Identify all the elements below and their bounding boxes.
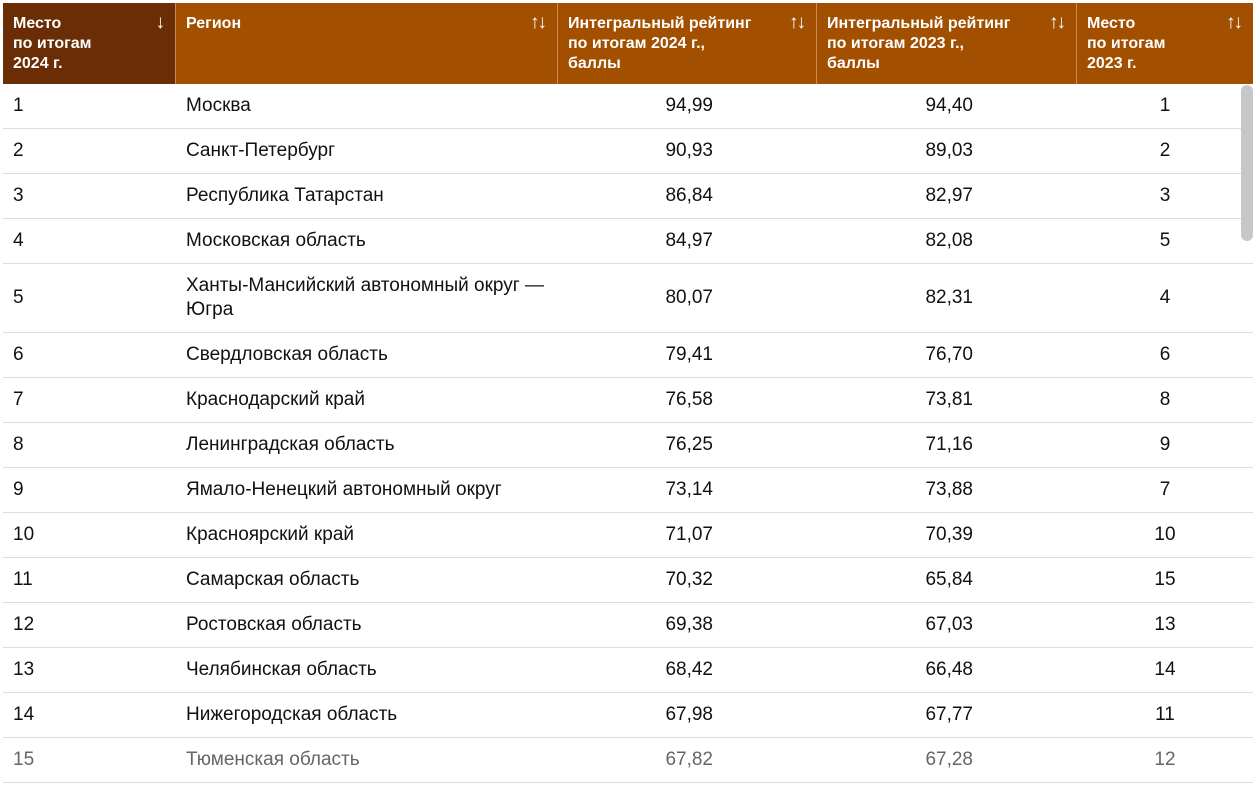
place-2023-cell: 12 (1154, 749, 1176, 770)
table-row (3, 603, 1253, 648)
score-2023-cell: 73,88 (925, 479, 973, 500)
place-2024-cell: 2 (13, 140, 24, 161)
table-body[interactable] (3, 84, 1253, 787)
place-2024-cell: 14 (13, 704, 35, 725)
region-cell: Самарская область (186, 569, 360, 590)
place-2024-cell: 6 (13, 344, 24, 365)
place-2024-cell: 9 (13, 479, 24, 500)
score-2024-cell: 76,25 (665, 434, 713, 455)
score-2024-cell: 79,41 (665, 344, 713, 365)
column-header-label: Регион (186, 15, 242, 32)
column-header-label: Место по итогам 2024 г. (13, 15, 92, 72)
region-cell: Ленинградская область (186, 434, 395, 455)
place-2023-cell: 14 (1154, 659, 1176, 680)
table-row (3, 378, 1253, 423)
place-2023-cell: 5 (1159, 230, 1171, 251)
place-2024-cell: 3 (13, 185, 24, 206)
region-cell: Республика Татарстан (186, 185, 384, 206)
table-row (3, 513, 1253, 558)
score-2024-cell: 67,98 (665, 704, 713, 725)
column-header-label: Место по итогам 2023 г. (1087, 15, 1166, 72)
sort-icon[interactable]: ↑↓ (1226, 12, 1241, 33)
region-cell: Ямало-Ненецкий автономный округ (186, 479, 502, 500)
place-2024-cell: 12 (13, 614, 35, 635)
place-2024-cell: 15 (13, 749, 35, 770)
place-2023-cell: 8 (1159, 389, 1171, 410)
table-row (3, 423, 1253, 468)
region-cell: Ханты-Мансийский автономный округ — Югра (186, 275, 544, 320)
score-2023-cell: 82,31 (925, 287, 973, 308)
region-cell: Тюменская область (186, 749, 360, 770)
score-2023-cell: 67,03 (925, 614, 973, 635)
table-row (3, 738, 1253, 783)
table-row (3, 219, 1253, 264)
column-header-label: Интегральный рейтинг по итогам 2024 г., баллы (568, 15, 752, 72)
place-2023-cell: 15 (1154, 569, 1176, 590)
sort-icon[interactable]: ↑↓ (1049, 12, 1064, 33)
score-2023-cell: 66,48 (925, 659, 973, 680)
score-2023-cell: 94,40 (925, 95, 973, 116)
place-2024-cell: 13 (13, 659, 35, 680)
score-2023-cell: 67,77 (925, 704, 973, 725)
score-2024-cell: 67,82 (665, 749, 713, 770)
score-2023-cell: 89,03 (925, 140, 973, 161)
vertical-scrollbar-thumb[interactable] (1241, 85, 1253, 241)
table-row (3, 558, 1253, 603)
place-2024-cell: 1 (13, 95, 24, 116)
table-row (3, 693, 1253, 738)
score-2024-cell: 71,07 (665, 524, 713, 545)
score-2024-cell: 90,93 (665, 140, 713, 161)
table-row (3, 264, 1253, 333)
table-row (3, 333, 1253, 378)
score-2023-cell: 67,28 (925, 749, 973, 770)
score-2023-cell: 76,70 (925, 344, 973, 365)
place-2023-cell: 1 (1159, 95, 1171, 116)
score-2024-cell: 68,42 (665, 659, 713, 680)
sort-icon[interactable]: ↑↓ (530, 12, 545, 33)
rating-table (3, 3, 1253, 787)
score-2024-cell: 73,14 (665, 479, 713, 500)
place-2024-cell: 4 (13, 230, 24, 251)
column-header-place-2024[interactable] (3, 3, 176, 84)
score-2024-cell: 69,38 (665, 614, 713, 635)
column-header-score-2024[interactable] (558, 3, 817, 84)
table-row (3, 468, 1253, 513)
column-header-score-2023[interactable] (817, 3, 1077, 84)
place-2023-cell: 10 (1154, 524, 1176, 545)
place-2024-cell: 5 (13, 287, 24, 308)
place-2024-cell: 11 (13, 569, 33, 590)
table-header (3, 3, 1253, 84)
place-2023-cell: 9 (1159, 434, 1171, 455)
score-2023-cell: 71,16 (925, 434, 973, 455)
region-cell: Краснодарский край (186, 389, 365, 410)
score-2024-cell: 86,84 (665, 185, 713, 206)
score-2024-cell: 70,32 (665, 569, 713, 590)
score-2023-cell: 70,39 (925, 524, 973, 545)
region-cell: Красноярский край (186, 524, 354, 545)
region-cell: Челябинская область (186, 659, 377, 680)
place-2024-cell: 10 (13, 524, 35, 545)
table-row (3, 648, 1253, 693)
place-2023-cell: 13 (1154, 614, 1176, 635)
column-header-label: Интегральный рейтинг по итогам 2023 г., баллы (827, 15, 1011, 72)
table-row (3, 174, 1253, 219)
score-2023-cell: 82,08 (925, 230, 973, 251)
place-2023-cell: 7 (1159, 479, 1171, 500)
column-header-place-2023[interactable] (1077, 3, 1253, 84)
place-2023-cell: 3 (1159, 185, 1171, 206)
region-cell: Санкт-Петербург (186, 140, 336, 161)
score-2023-cell: 73,81 (925, 389, 973, 410)
region-cell: Ростовская область (186, 614, 362, 635)
sort-icon[interactable]: ↑↓ (789, 12, 804, 33)
column-header-region[interactable] (176, 3, 558, 84)
score-2023-cell: 82,97 (925, 185, 973, 206)
place-2023-cell: 11 (1155, 704, 1175, 725)
region-cell: Нижегородская область (186, 704, 398, 725)
place-2024-cell: 8 (13, 434, 24, 455)
place-2023-cell: 2 (1159, 140, 1171, 161)
score-2024-cell: 76,58 (665, 389, 713, 410)
region-cell: Москва (186, 95, 251, 116)
region-cell: Московская область (186, 230, 366, 251)
place-2023-cell: 6 (1159, 344, 1171, 365)
place-2024-cell: 7 (13, 389, 24, 410)
score-2024-cell: 80,07 (665, 287, 713, 308)
score-2024-cell: 84,97 (665, 230, 713, 251)
region-cell: Свердловская область (186, 344, 388, 365)
place-2023-cell: 4 (1159, 287, 1171, 308)
score-2024-cell: 94,99 (665, 95, 713, 116)
sort-descending-icon[interactable]: ↓ (155, 12, 163, 33)
table-row (3, 129, 1253, 174)
table-row (3, 84, 1253, 129)
score-2023-cell: 65,84 (925, 569, 973, 590)
